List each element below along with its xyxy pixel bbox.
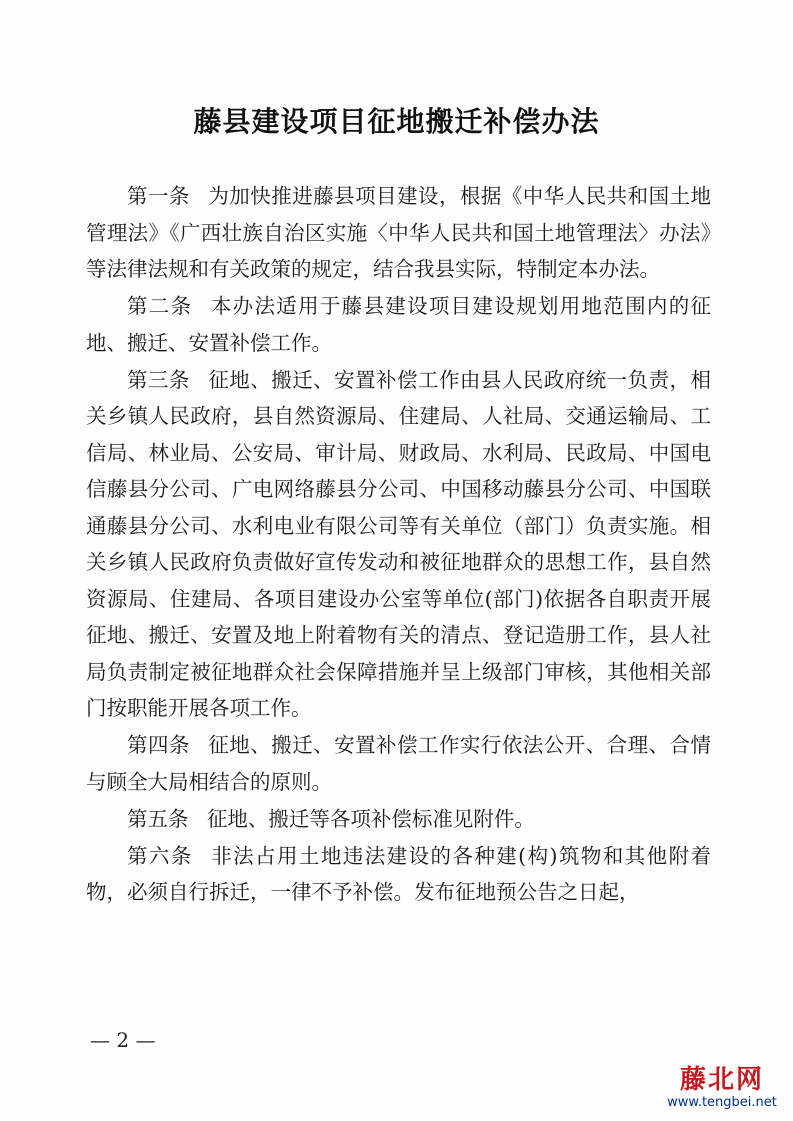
article-number: 第六条 [127,843,193,868]
article-number: 第三条 [127,367,190,392]
document-title: 藤县建设项目征地搬迁补偿办法 [193,105,600,138]
site-watermark [667,1065,777,1111]
article-1 [86,178,711,288]
page-number: — 2 — [90,1028,156,1052]
document-body [86,178,711,912]
article-number: 第五条 [127,806,189,831]
article-number: 第四条 [127,733,190,758]
article-text: 为加快推进藤县项目建设，根据《中华人民共和国土地管理法》《广西壮族自治区实施〈中华人民共和国土地管理法〉办法》等法律法规和有关政策的规定，结合我县实际，特制定本办法。 [86,184,712,281]
article-text: 非法占用土地违法建设的各种建(构)筑物和其他附着物，必须自行拆迁，一律不予补偿。发布征地预公告之日起， [86,843,711,905]
article-3 [86,362,711,727]
article-text: 本办法适用于藤县建设项目建设规划用地范围内的征地、搬迁、安置补偿工作。 [86,294,712,355]
watermark-logo: 藤北网 [679,1065,764,1095]
article-4 [86,727,711,800]
article-text: 征地、搬迁、安置补偿工作实行依法公开、合理、合情与顾全大局相结合的原则。 [86,733,712,794]
article-text: 征地、搬迁、安置补偿工作由县人民政府统一负责，相关乡镇人民政府，县自然资源局、住建局、人社局、交通运输局、工信局、林业局、公安局、审计局、财政局、水利局、民政局、中国电信藤县分公司、广电网络藤县分公司、中国移动藤县分公司、中国联通藤县分公司、水利电业有限公司等有关单位（部门）负责实施。相关乡镇人民政府负责做好宣传发动和被征地群众的思想工作，县自然资源局、住建局、各项目建设办公室等单位(部门)依据各自职责开展征地、搬迁、安置及地上附着物有关的清点、登记造册工作，县人社局负责制定被征地群众社会保障措施并呈上级部门审核，其他相关部门按职能开展各项工作。 [86,367,712,721]
article-number: 第一条 [127,184,190,208]
article-5 [86,801,711,838]
article-6 [86,838,711,911]
watermark-url: www.tengbei.net [667,1095,777,1110]
article-2 [86,288,711,361]
article-number: 第二条 [127,294,193,319]
article-text: 征地、搬迁等各项补偿标准见附件。 [206,806,535,831]
